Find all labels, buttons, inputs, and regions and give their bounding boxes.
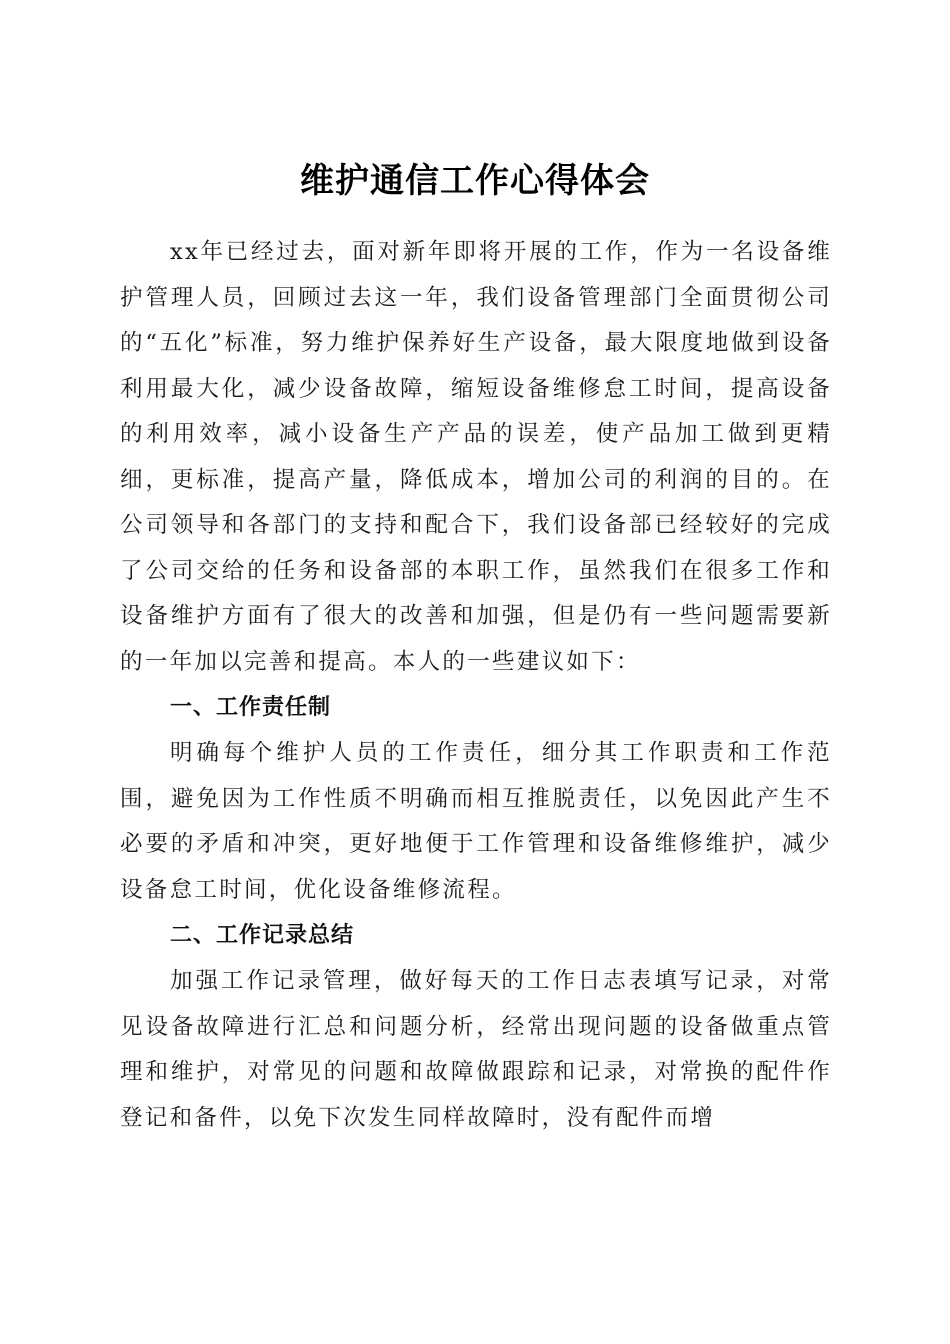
section-heading-records: 二、工作记录总结 — [170, 923, 355, 948]
section-heading-responsibility: 一、工作责任制 — [170, 695, 332, 720]
section-paragraph-responsibility: 明确每个维护人员的工作责任，细分其工作职责和工作范围，避免因为工作性质不明确而相互推脱责任，以免因此产生不必要的矛盾和冲突，更好地便于工作管理和设备维修维护，减少设备怠工时间，优化设备维修流程。 — [120, 740, 832, 903]
intro-paragraph: xx年已经过去，面对新年即将开展的工作，作为一名设备维护管理人员，回顾过去这一年，我们设备管理部门全面贯彻公司的“五化”标准，努力维护保养好生产设备，最大限度地做到设备利用最大化，减少设备故障，缩短设备维修怠工时间，提高设备的利用效率，减小设备生产产品的误差，使产品加工做到更精细，更标准，提高产量，降低成本，增加公司的利润的目的。在公司领导和各部门的支持和配合下，我们设备部已经较好的完成了公司交给的任务和设备部的本职工作，虽然我们在很多工作和设备维护方面有了很大的改善和加强，但是仍有一些问题需要新的一年加以完善和提高。本人的一些建议如下： — [120, 239, 832, 675]
section-paragraph-records: 加强工作记录管理，做好每天的工作日志表填写记录，对常见设备故障进行汇总和问题分析，经常出现问题的设备做重点管理和维护，对常见的问题和故障做跟踪和记录，对常换的配件作登记和备件，以免下次发生同样故障时，没有配件而增 — [120, 968, 832, 1131]
document-title: 维护通信工作心得体会 — [300, 160, 650, 201]
document-body — [120, 230, 832, 1141]
